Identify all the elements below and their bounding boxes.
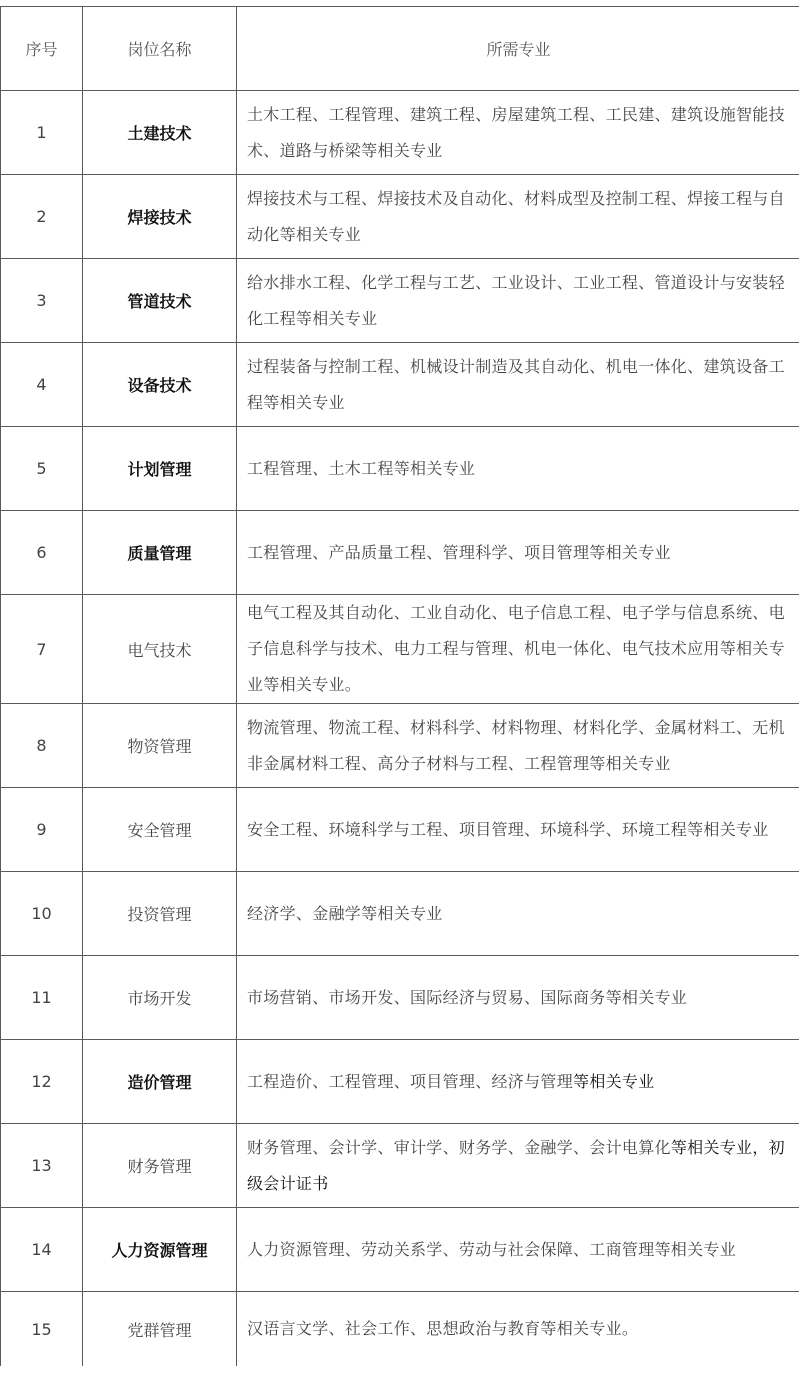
row-number: 3 [1, 259, 83, 343]
table-header-row [1, 7, 799, 91]
row-number: 15 [1, 1292, 83, 1367]
row-majors: 汉语言文学、社会工作、思想政治与教育等相关专业。 [237, 1292, 799, 1367]
row-majors: 物流管理、物流工程、材料科学、材料物理、材料化学、金属材料工、无机非金属材料工程、高分子材料与工程、工程管理等相关专业 [237, 704, 799, 788]
table-row [1, 91, 799, 175]
row-majors: 经济学、金融学等相关专业 [237, 872, 799, 956]
row-position: 质量管理 [83, 511, 237, 595]
table-row [1, 259, 799, 343]
table-row [1, 343, 799, 427]
row-majors [237, 1040, 799, 1124]
row-majors: 过程装备与控制工程、机械设计制造及其自动化、机电一体化、建筑设备工程等相关专业 [237, 343, 799, 427]
table-row [1, 1208, 799, 1292]
row-position: 设备技术 [83, 343, 237, 427]
table-row [1, 956, 799, 1040]
row-majors: 电气工程及其自动化、工业自动化、电子信息工程、电子学与信息系统、电子信息科学与技术、电力工程与管理、机电一体化、电气技术应用等相关专业等相关专业。 [237, 595, 799, 704]
table-row [1, 511, 799, 595]
row-position: 计划管理 [83, 427, 237, 511]
row-number: 9 [1, 788, 83, 872]
row-number: 14 [1, 1208, 83, 1292]
row-majors: 工程管理、产品质量工程、管理科学、项目管理等相关专业 [237, 511, 799, 595]
row-majors-emphasis: 等相关专业 [573, 1071, 655, 1091]
row-majors-part: 财务管理、会计学、审计学、财务学、金融学、会计电算化 [247, 1137, 671, 1157]
row-position: 投资管理 [83, 872, 237, 956]
table-row [1, 427, 799, 511]
header-position-name: 岗位名称 [83, 7, 237, 91]
header-required-majors: 所需专业 [237, 7, 799, 91]
row-position: 焊接技术 [83, 175, 237, 259]
table-row [1, 175, 799, 259]
row-majors: 工程管理、土木工程等相关专业 [237, 427, 799, 511]
row-number: 11 [1, 956, 83, 1040]
row-majors: 土木工程、工程管理、建筑工程、房屋建筑工程、工民建、建筑设施智能技术、道路与桥梁等相关专业 [237, 91, 799, 175]
row-majors [237, 1124, 799, 1208]
row-position: 财务管理 [83, 1124, 237, 1208]
row-number: 1 [1, 91, 83, 175]
row-number: 8 [1, 704, 83, 788]
position-majors-table [0, 6, 799, 1366]
row-majors-part: 工程造价、工程管理、项目管理、经济与管理 [247, 1071, 574, 1091]
row-position: 人力资源管理 [83, 1208, 237, 1292]
row-position: 物资管理 [83, 704, 237, 788]
table-row [1, 872, 799, 956]
table-row [1, 1124, 799, 1208]
row-majors: 安全工程、环境科学与工程、项目管理、环境科学、环境工程等相关专业 [237, 788, 799, 872]
table-row [1, 704, 799, 788]
row-number: 7 [1, 595, 83, 704]
row-position: 安全管理 [83, 788, 237, 872]
table-row [1, 1292, 799, 1367]
row-number: 10 [1, 872, 83, 956]
row-majors: 人力资源管理、劳动关系学、劳动与社会保障、工商管理等相关专业 [237, 1208, 799, 1292]
row-position: 市场开发 [83, 956, 237, 1040]
row-majors: 焊接技术与工程、焊接技术及自动化、材料成型及控制工程、焊接工程与自动化等相关专业 [237, 175, 799, 259]
row-number: 4 [1, 343, 83, 427]
row-majors: 给水排水工程、化学工程与工艺、工业设计、工业工程、管道设计与安装轻化工程等相关专业 [237, 259, 799, 343]
row-position: 电气技术 [83, 595, 237, 704]
table-row [1, 788, 799, 872]
row-position: 土建技术 [83, 91, 237, 175]
row-number: 6 [1, 511, 83, 595]
row-position: 造价管理 [83, 1040, 237, 1124]
table-row [1, 1040, 799, 1124]
row-position: 党群管理 [83, 1292, 237, 1367]
row-number: 13 [1, 1124, 83, 1208]
row-position: 管道技术 [83, 259, 237, 343]
row-number: 5 [1, 427, 83, 511]
header-serial-number: 序号 [1, 7, 83, 91]
row-number: 2 [1, 175, 83, 259]
table-row [1, 595, 799, 704]
row-majors: 市场营销、市场开发、国际经济与贸易、国际商务等相关专业 [237, 956, 799, 1040]
row-majors-emphasis: 等相关专业，初级会计证书 [247, 1137, 785, 1193]
row-number: 12 [1, 1040, 83, 1124]
